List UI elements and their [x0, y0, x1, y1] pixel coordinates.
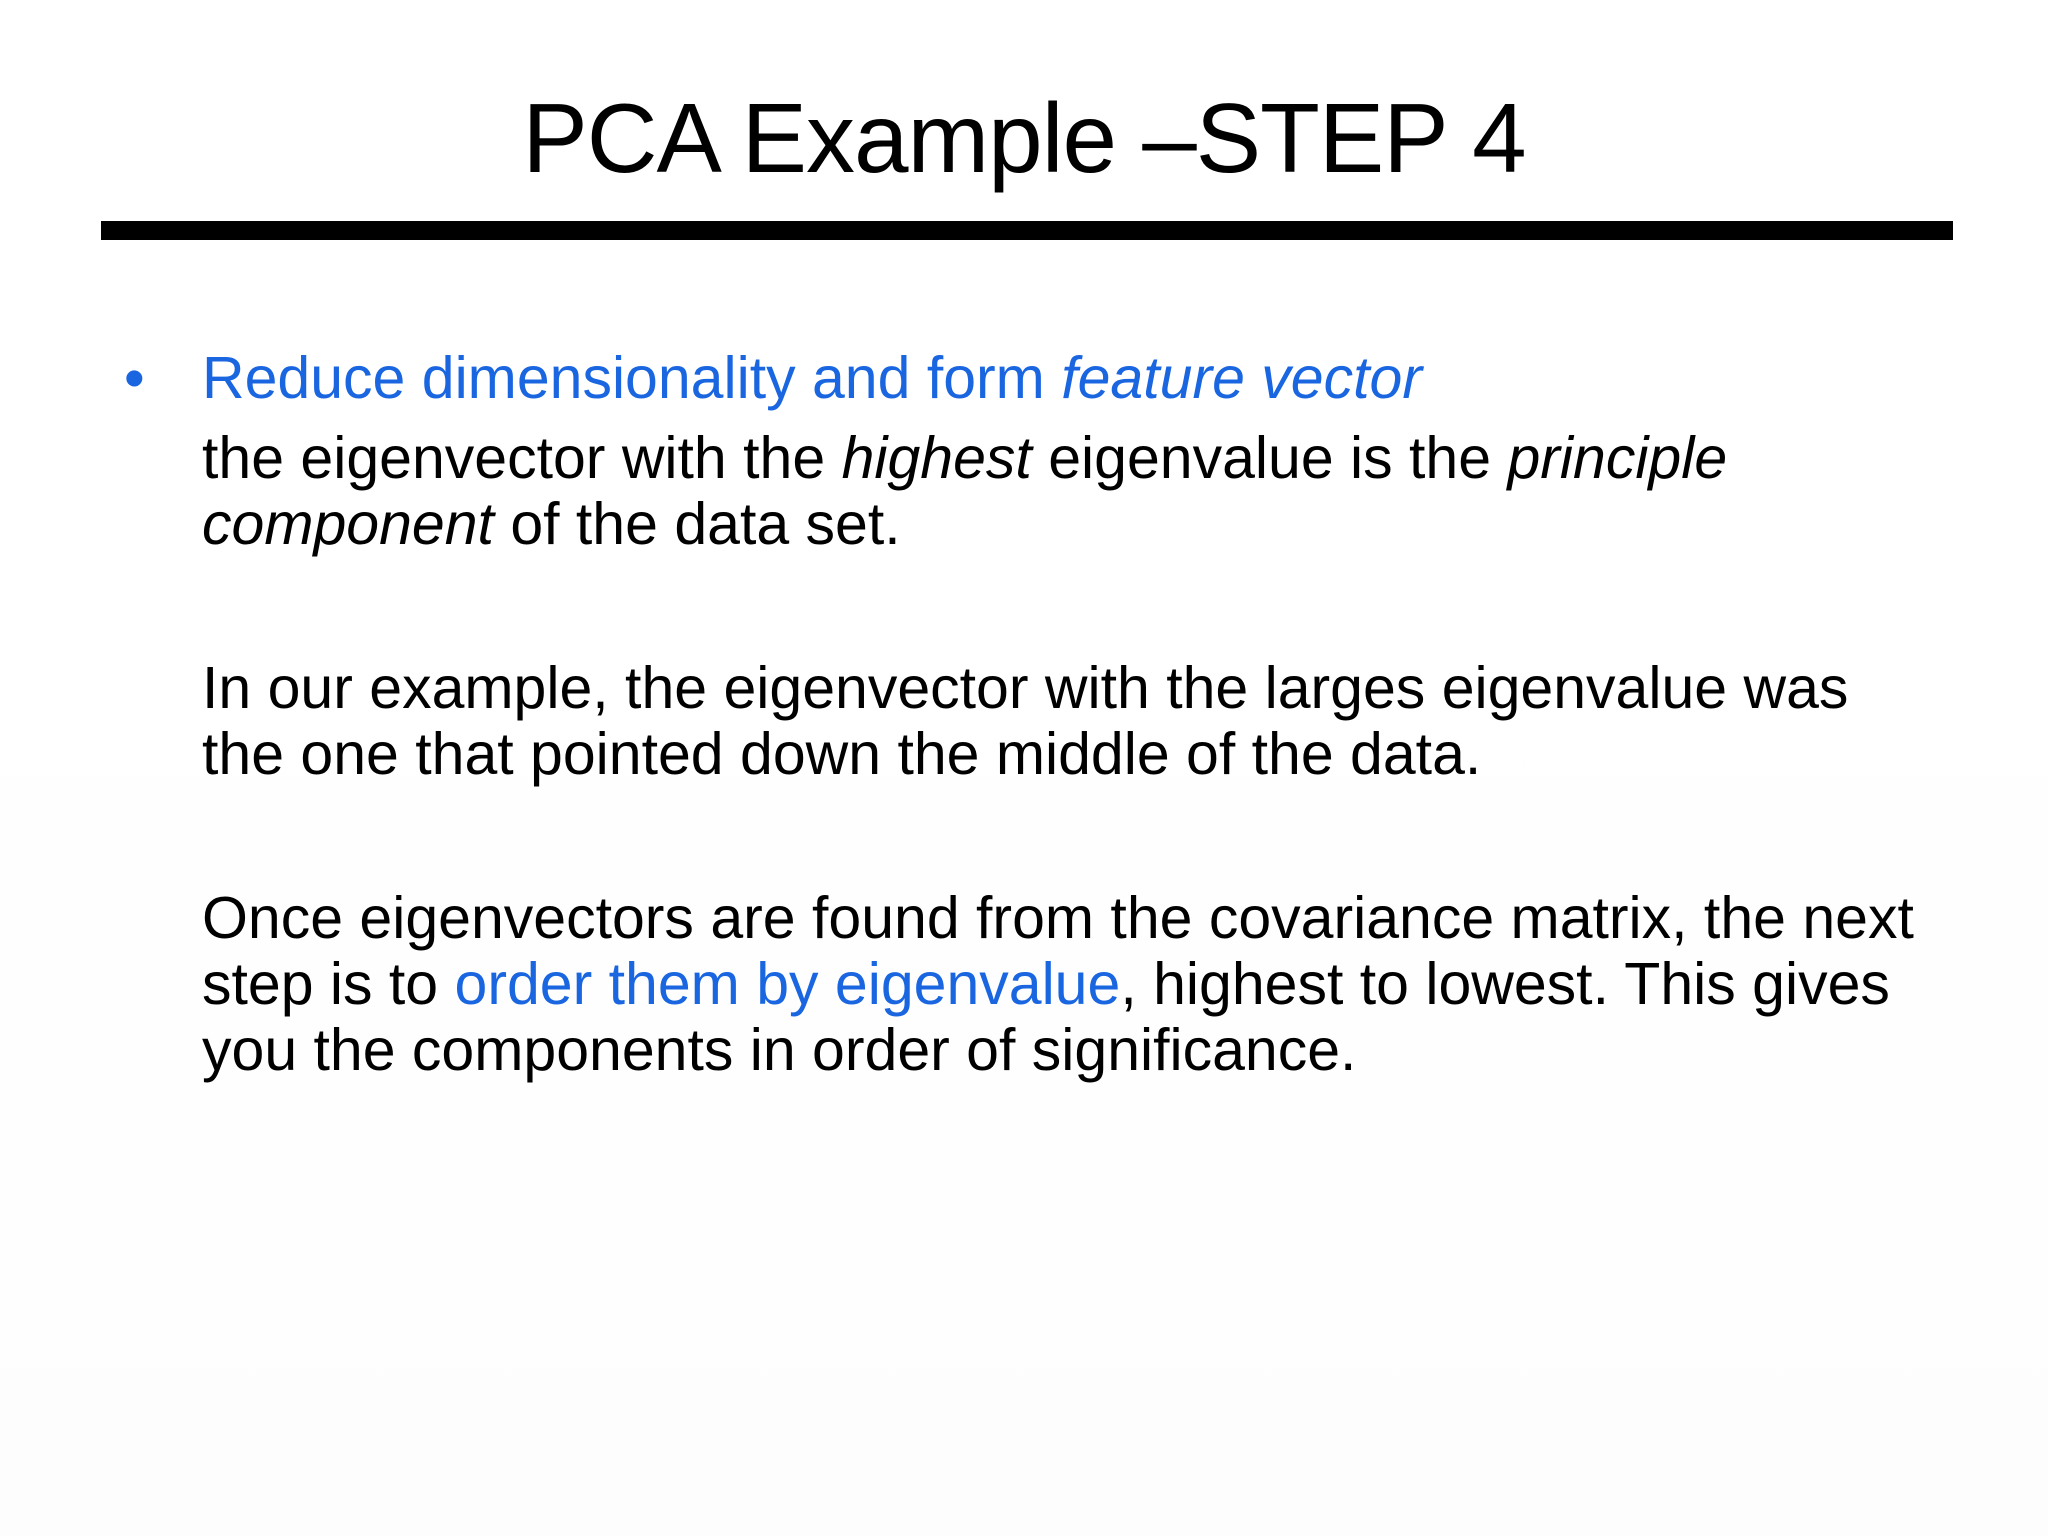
slide-body: [124, 345, 1924, 1083]
bullet-text: Reduce dimensionality and form: [202, 345, 1062, 411]
paragraph-1-part-1: the eigenvector with the: [202, 425, 842, 491]
title-divider: [101, 221, 1953, 240]
paragraph-1-italic-principle-component: principle component: [202, 425, 1728, 557]
paragraph-1-part-3: of the data set.: [493, 491, 901, 557]
paragraph-3-highlight: order them by eigenvalue: [454, 951, 1121, 1017]
paragraph-example: [124, 655, 1924, 787]
paragraph-1-part-2: eigenvalue is the: [1031, 425, 1508, 491]
paragraph-1-italic-highest: highest: [841, 425, 1032, 491]
paragraph-3-part-1: Once eigenvectors are found from the covariance matrix, the next step is to: [202, 885, 1914, 1017]
paragraph-ordering: [124, 885, 1924, 1083]
bullet-text-italic: feature vector: [1061, 345, 1422, 411]
bullet-icon: •: [124, 345, 145, 411]
paragraph-2-text: In our example, the eigenvector with the larges eigenvalue was the one that pointed down the middle of the data.: [202, 655, 1849, 787]
paragraph-3-part-2: , highest to lowest. This gives you the components in order of significance.: [202, 951, 1890, 1083]
paragraph-principal-component: [124, 425, 1924, 557]
bullet-item: [124, 345, 1924, 411]
slide-title: PCA Example –STEP 4: [522, 83, 1526, 193]
